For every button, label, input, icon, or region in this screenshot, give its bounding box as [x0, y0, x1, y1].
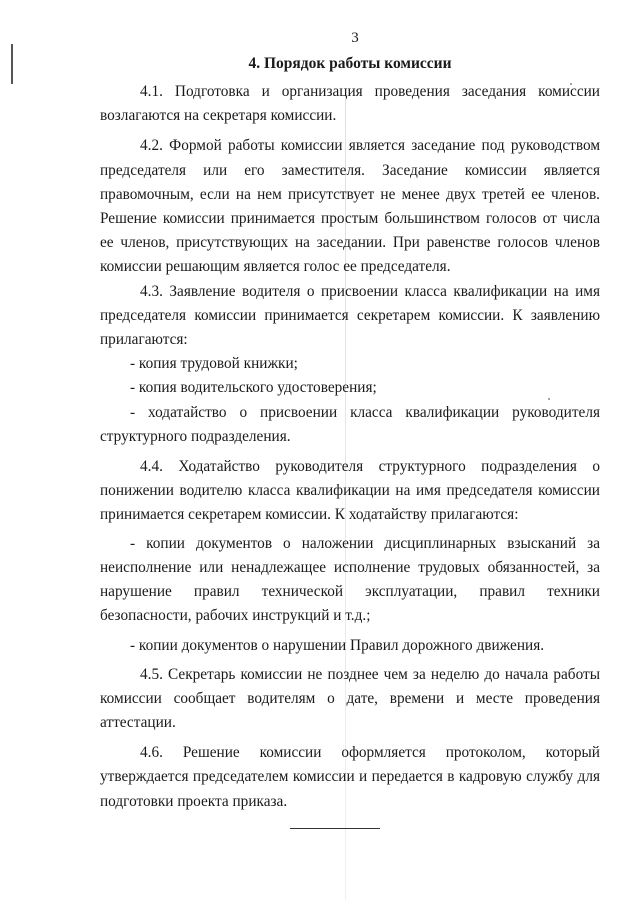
paragraph-4-4: 4.4. Ходатайство руководителя структурного подразделения о понижении водителю класса квалификации на имя председателя комиссии принимается секретарем комиссии. К ходатайству прилагаются: [100, 458, 600, 524]
paragraph-4-3: 4.3. Заявление водителя о присвоении класса квалификации на имя председателя комиссии принимается секретарем комиссии. К заявлению прилагаются: [100, 282, 600, 349]
list-item-employment-record: - копия трудовой книжки; [130, 355, 298, 373]
scan-artifact-mark [11, 44, 13, 84]
list-item-disciplinary-documents: - копии документов о наложении дисциплинарных взысканий за неисполнение или ненадлежащее исполнение трудовых обязанностей, за нарушение правил технической эксплуатации, правил техники безопасности, рабочих инструкций и т.д.; [100, 534, 600, 625]
list-item-driver-license: - копия водительского удостоверения; [130, 379, 377, 397]
paragraph-4-1: 4.1. Подготовка и организация проведения заседания комиссии возлагаются на секретаря комиссии. [100, 83, 600, 125]
paragraph-4-2: 4.2. Формой работы комиссии является заседание под руководством председателя или его заместителя. Заседание комиссии является правомочным, если на нем присутствует не менее двух третей ее членов. Решение комиссии принимается простым большинством голосов от числа ее членов, присутствующих на заседании. При равенстве голосов членов комиссии решающим является голос ее председателя. [100, 137, 600, 276]
list-item-traffic-violations: - копии документов о нарушении Правил дорожного движения. [130, 637, 545, 655]
list-item-petition: - ходатайство о присвоении класса квалификации руководителя структурного подразделения. [100, 403, 600, 445]
page-number: 3 [351, 30, 359, 46]
end-separator-line [290, 828, 380, 829]
paragraph-4-6: 4.6. Решение комиссии оформляется протоколом, который утверждается председателем комиссии и передается в кадровую службу для подготовки проекта приказа. [100, 744, 600, 810]
section-heading: 4. Порядок работы комиссии [248, 55, 452, 72]
paragraph-4-5: 4.5. Секретарь комиссии не позднее чем за неделю до начала работы комиссии сообщает водителям о дате, времени и месте проведения аттестации. [100, 665, 600, 732]
document-body [100, 73, 600, 814]
